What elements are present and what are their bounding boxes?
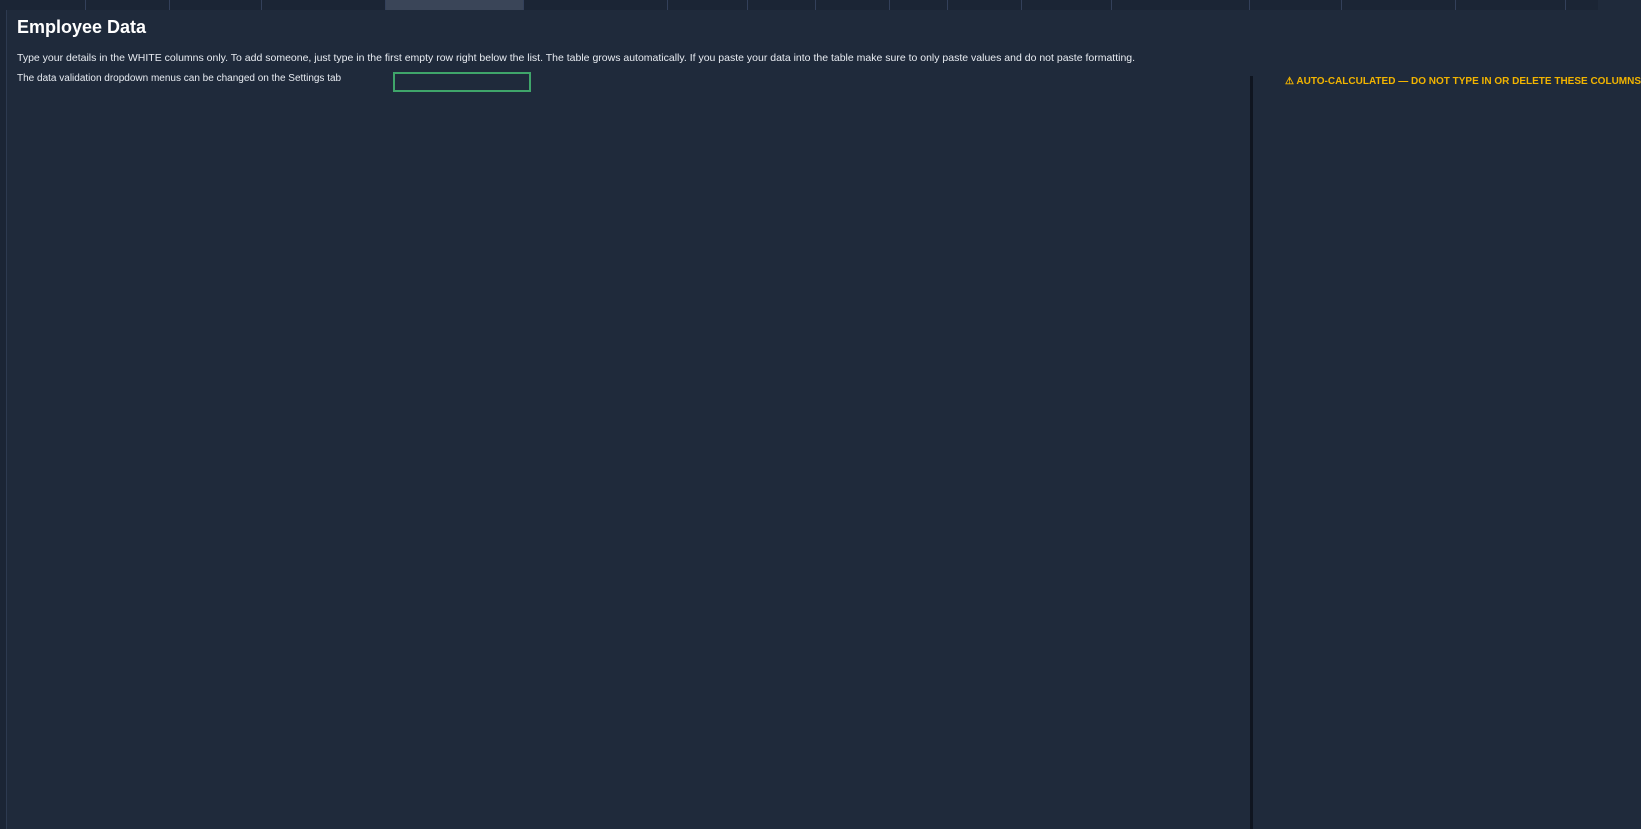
column-letter-header[interactable] <box>86 0 170 10</box>
selected-cell[interactable] <box>393 72 531 92</box>
column-letter-header[interactable] <box>1112 0 1250 10</box>
column-letter-header[interactable] <box>1342 0 1456 10</box>
auto-calculated-warning: ⚠ AUTO-CALCULATED — DO NOT TYPE IN OR DELETE THESE COLUMNS <box>1285 76 1641 87</box>
column-letter-header[interactable] <box>262 0 386 10</box>
column-letter-header[interactable] <box>524 0 668 10</box>
column-letter-header[interactable] <box>386 0 524 10</box>
column-letter-header[interactable] <box>748 0 816 10</box>
column-letter-header[interactable] <box>890 0 948 10</box>
instruction-text: Type your details in the WHITE columns only. To add someone, just type in the first empty row right below the list. The table grows automatically. If you paste your data into the table make sure to only paste values and do not paste formatting. <box>17 52 1136 64</box>
sheet-title: Employee Data <box>17 17 147 37</box>
column-letter-header[interactable] <box>816 0 890 10</box>
column-letter-header[interactable] <box>8 0 86 10</box>
column-letter-header[interactable] <box>1456 0 1566 10</box>
calculated-columns-divider <box>1250 76 1253 829</box>
dropdown-note: The data validation dropdown menus can be changed on the Settings tab <box>17 73 342 84</box>
column-letter-header[interactable] <box>1250 0 1342 10</box>
column-letter-header[interactable] <box>668 0 748 10</box>
column-header-strip <box>0 0 1598 10</box>
column-letter-header[interactable] <box>170 0 262 10</box>
row-number-gutter <box>0 10 7 829</box>
column-letter-header[interactable] <box>948 0 1022 10</box>
column-letter-header[interactable] <box>1022 0 1112 10</box>
